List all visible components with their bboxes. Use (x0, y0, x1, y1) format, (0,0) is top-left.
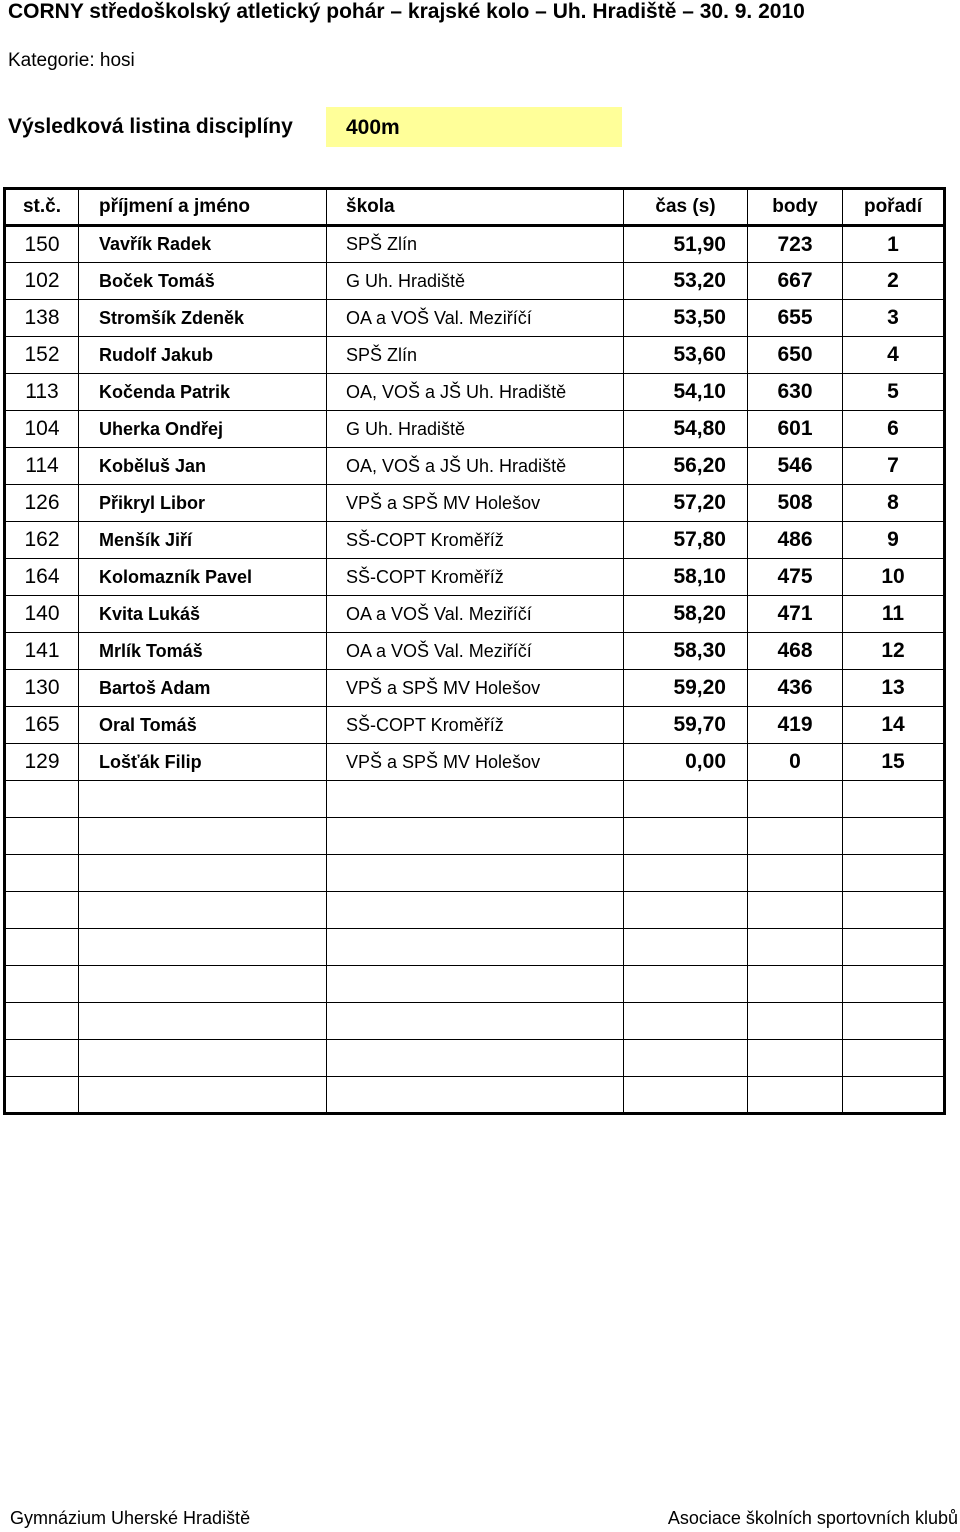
school-cell: G Uh. Hradiště (327, 263, 624, 300)
time-cell: 53,50 (624, 300, 748, 337)
athlete-name-cell: Vavřík Radek (79, 226, 327, 263)
start-number-cell (5, 966, 79, 1003)
athlete-name-cell: Koběluš Jan (79, 448, 327, 485)
time-cell: 54,10 (624, 374, 748, 411)
athlete-name-cell: Boček Tomáš (79, 263, 327, 300)
table-row (5, 559, 945, 596)
rank-cell: 2 (843, 263, 945, 300)
table-row (5, 1077, 945, 1114)
rank-cell: 13 (843, 670, 945, 707)
time-cell: 59,20 (624, 670, 748, 707)
table-row (5, 892, 945, 929)
time-cell (624, 1003, 748, 1040)
time-cell: 58,20 (624, 596, 748, 633)
page-title: CORNY středoškolský atletický pohár – krajské kolo – Uh. Hradiště – 30. 9. 2010 (8, 0, 805, 23)
time-cell: 53,60 (624, 337, 748, 374)
table-row (5, 522, 945, 559)
points-cell (748, 1003, 843, 1040)
table-row (5, 929, 945, 966)
athlete-name-cell (79, 818, 327, 855)
rank-cell: 11 (843, 596, 945, 633)
athlete-name-cell: Kvita Lukáš (79, 596, 327, 633)
time-cell (624, 781, 748, 818)
rank-cell (843, 818, 945, 855)
athlete-name-cell: Mrlík Tomáš (79, 633, 327, 670)
school-cell: VPŠ a SPŠ MV Holešov (327, 744, 624, 781)
rank-cell: 12 (843, 633, 945, 670)
points-cell: 723 (748, 226, 843, 263)
athlete-name-cell (79, 892, 327, 929)
start-number-cell: 141 (5, 633, 79, 670)
time-cell: 53,20 (624, 263, 748, 300)
points-cell: 601 (748, 411, 843, 448)
rank-cell (843, 1040, 945, 1077)
table-row (5, 596, 945, 633)
footer-association: Asociace školních sportovních klubů (667, 1508, 958, 1528)
school-cell (327, 855, 624, 892)
start-number-cell (5, 855, 79, 892)
table-row (5, 448, 945, 485)
results-table-body (5, 226, 945, 1114)
column-header-school: škola (327, 189, 624, 226)
table-row (5, 374, 945, 411)
athlete-name-cell (79, 1040, 327, 1077)
points-cell (748, 818, 843, 855)
points-cell (748, 855, 843, 892)
table-row (5, 744, 945, 781)
school-cell (327, 966, 624, 1003)
time-cell (624, 1077, 748, 1114)
points-cell (748, 929, 843, 966)
results-table (3, 187, 946, 1115)
athlete-name-cell (79, 1003, 327, 1040)
points-cell: 0 (748, 744, 843, 781)
time-cell (624, 929, 748, 966)
athlete-name-cell (79, 966, 327, 1003)
points-cell (748, 966, 843, 1003)
school-cell: SŠ-COPT Kroměříž (327, 707, 624, 744)
time-cell (624, 1040, 748, 1077)
start-number-cell (5, 781, 79, 818)
athlete-name-cell (79, 1077, 327, 1114)
athlete-name-cell: Bartoš Adam (79, 670, 327, 707)
points-cell: 667 (748, 263, 843, 300)
table-row (5, 337, 945, 374)
column-header-rank: pořadí (843, 189, 945, 226)
start-number-cell: 152 (5, 337, 79, 374)
points-cell: 475 (748, 559, 843, 596)
rank-cell: 9 (843, 522, 945, 559)
school-cell: SPŠ Zlín (327, 337, 624, 374)
time-cell (624, 818, 748, 855)
rank-cell: 8 (843, 485, 945, 522)
time-cell: 58,10 (624, 559, 748, 596)
rank-cell (843, 892, 945, 929)
rank-cell (843, 929, 945, 966)
school-cell: OA, VOŠ a JŠ Uh. Hradiště (327, 448, 624, 485)
rank-cell: 7 (843, 448, 945, 485)
athlete-name-cell: Kolomazník Pavel (79, 559, 327, 596)
school-cell: SŠ-COPT Kroměříž (327, 559, 624, 596)
school-cell: VPŠ a SPŠ MV Holešov (327, 485, 624, 522)
points-cell (748, 892, 843, 929)
table-row (5, 226, 945, 263)
table-row (5, 670, 945, 707)
athlete-name-cell (79, 929, 327, 966)
time-cell (624, 892, 748, 929)
table-row (5, 855, 945, 892)
athlete-name-cell (79, 781, 327, 818)
discipline-field: 400m (326, 107, 622, 147)
athlete-name-cell: Kočenda Patrik (79, 374, 327, 411)
time-cell: 51,90 (624, 226, 748, 263)
time-cell (624, 966, 748, 1003)
start-number-cell (5, 1077, 79, 1114)
athlete-name-cell: Menšík Jiří (79, 522, 327, 559)
table-row (5, 1040, 945, 1077)
athlete-name-cell: Rudolf Jakub (79, 337, 327, 374)
rank-cell: 10 (843, 559, 945, 596)
athlete-name-cell: Oral Tomáš (79, 707, 327, 744)
points-cell: 471 (748, 596, 843, 633)
time-cell: 54,80 (624, 411, 748, 448)
start-number-cell (5, 1040, 79, 1077)
start-number-cell: 104 (5, 411, 79, 448)
time-cell: 57,20 (624, 485, 748, 522)
table-row (5, 263, 945, 300)
table-row (5, 781, 945, 818)
start-number-cell (5, 818, 79, 855)
athlete-name-cell (79, 855, 327, 892)
school-cell (327, 781, 624, 818)
school-cell: SŠ-COPT Kroměříž (327, 522, 624, 559)
points-cell: 486 (748, 522, 843, 559)
points-cell: 655 (748, 300, 843, 337)
column-header-time: čas (s) (624, 189, 748, 226)
column-header-name: příjmení a jméno (79, 189, 327, 226)
start-number-cell: 162 (5, 522, 79, 559)
start-number-cell: 126 (5, 485, 79, 522)
start-number-cell (5, 1003, 79, 1040)
school-cell (327, 929, 624, 966)
athlete-name-cell: Přikryl Libor (79, 485, 327, 522)
start-number-cell: 129 (5, 744, 79, 781)
table-header-row (5, 189, 945, 226)
rank-cell: 3 (843, 300, 945, 337)
category-label: Kategorie: hosi (8, 50, 135, 71)
points-cell: 630 (748, 374, 843, 411)
points-cell: 650 (748, 337, 843, 374)
school-cell (327, 1040, 624, 1077)
start-number-cell (5, 929, 79, 966)
rank-cell (843, 1077, 945, 1114)
rank-cell (843, 781, 945, 818)
points-cell (748, 1040, 843, 1077)
rank-cell: 14 (843, 707, 945, 744)
column-header-points: body (748, 189, 843, 226)
time-cell (624, 855, 748, 892)
table-row (5, 411, 945, 448)
rank-cell (843, 1003, 945, 1040)
table-row (5, 1003, 945, 1040)
points-cell: 419 (748, 707, 843, 744)
start-number-cell: 113 (5, 374, 79, 411)
start-number-cell: 140 (5, 596, 79, 633)
rank-cell: 5 (843, 374, 945, 411)
school-cell: VPŠ a SPŠ MV Holešov (327, 670, 624, 707)
athlete-name-cell: Uherka Ondřej (79, 411, 327, 448)
time-cell: 0,00 (624, 744, 748, 781)
school-cell: SPŠ Zlín (327, 226, 624, 263)
athlete-name-cell: Stromšík Zdeněk (79, 300, 327, 337)
school-cell: OA, VOŠ a JŠ Uh. Hradiště (327, 374, 624, 411)
table-row (5, 633, 945, 670)
school-cell: OA a VOŠ Val. Meziříčí (327, 633, 624, 670)
school-cell (327, 818, 624, 855)
points-cell: 508 (748, 485, 843, 522)
points-cell: 468 (748, 633, 843, 670)
results-listing-label: Výsledková listina disciplíny (8, 115, 293, 138)
table-row (5, 300, 945, 337)
start-number-cell: 102 (5, 263, 79, 300)
table-row (5, 966, 945, 1003)
time-cell: 57,80 (624, 522, 748, 559)
start-number-cell: 130 (5, 670, 79, 707)
school-cell (327, 1003, 624, 1040)
athlete-name-cell: Lošťák Filip (79, 744, 327, 781)
rank-cell: 6 (843, 411, 945, 448)
rank-cell: 1 (843, 226, 945, 263)
start-number-cell (5, 892, 79, 929)
footer-organizer: Gymnázium Uherské Hradiště (10, 1508, 251, 1528)
points-cell: 436 (748, 670, 843, 707)
start-number-cell: 164 (5, 559, 79, 596)
rank-cell: 4 (843, 337, 945, 374)
time-cell: 56,20 (624, 448, 748, 485)
start-number-cell: 114 (5, 448, 79, 485)
rank-cell: 15 (843, 744, 945, 781)
time-cell: 59,70 (624, 707, 748, 744)
table-row (5, 818, 945, 855)
school-cell: OA a VOŠ Val. Meziříčí (327, 596, 624, 633)
school-cell (327, 892, 624, 929)
time-cell: 58,30 (624, 633, 748, 670)
start-number-cell: 138 (5, 300, 79, 337)
points-cell (748, 781, 843, 818)
school-cell: G Uh. Hradiště (327, 411, 624, 448)
school-cell (327, 1077, 624, 1114)
school-cell: OA a VOŠ Val. Meziříčí (327, 300, 624, 337)
rank-cell (843, 855, 945, 892)
table-row (5, 485, 945, 522)
points-cell (748, 1077, 843, 1114)
points-cell: 546 (748, 448, 843, 485)
table-row (5, 707, 945, 744)
column-header-start-number: st.č. (5, 189, 79, 226)
start-number-cell: 165 (5, 707, 79, 744)
rank-cell (843, 966, 945, 1003)
start-number-cell: 150 (5, 226, 79, 263)
